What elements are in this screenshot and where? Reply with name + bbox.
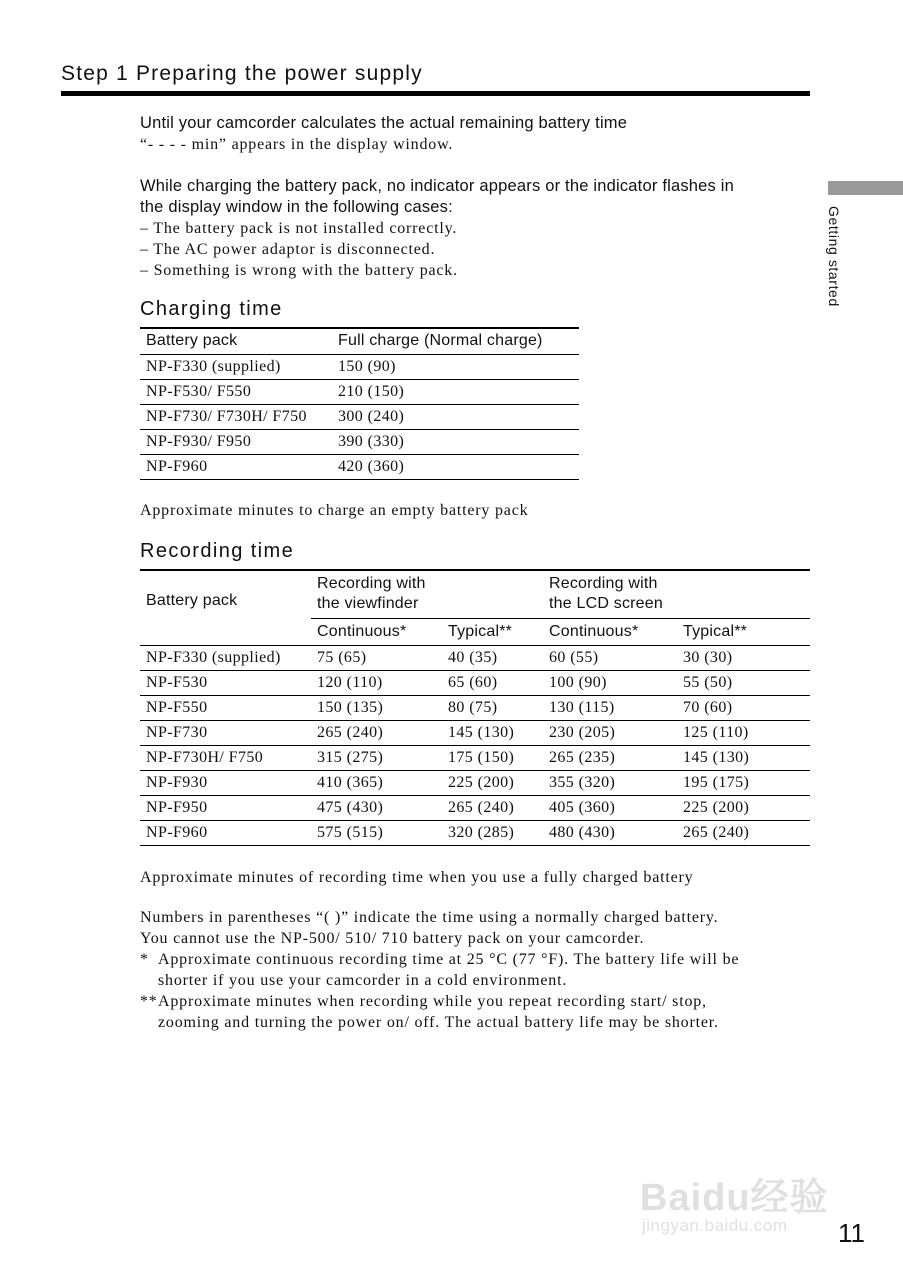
charging-time-table [140,327,579,480]
charging-notes-line: While charging the battery pack, no indicator appears or the indicator flashes in [140,177,735,195]
table-cell: 80 (75) [448,698,498,716]
table-cell: 100 (90) [549,673,607,691]
table-row [140,454,579,479]
column-header [140,570,311,645]
table-cell: 315 (275) [317,748,384,766]
table-cell: 150 (135) [317,698,384,716]
footnotes [140,907,810,1033]
table-cell: 475 (430) [317,798,384,816]
group-header-line: Recording with [317,575,426,593]
table-cell: NP-F330 (supplied) [146,357,281,375]
table-cell: 145 (130) [448,723,515,741]
table-row [140,770,810,795]
table-cell: 60 (55) [549,648,599,666]
table-cell: 405 (360) [549,798,616,816]
table-cell: NP-F550 [146,698,208,716]
baidu-watermark [640,1152,840,1242]
table-cell: 175 (150) [448,748,515,766]
table-cell: 40 (35) [448,648,498,666]
intro-line: “- - - - min” appears in the display window. [140,136,454,153]
table-row [140,745,810,770]
intro-paragraph [140,113,810,155]
footnote-single-asterisk [140,949,810,970]
table-cell: NP-F330 (supplied) [146,648,281,666]
table-cell: 420 (360) [338,457,405,475]
table-row [140,645,810,670]
table-cell: 195 (175) [683,773,750,791]
table-cell: 480 (430) [549,823,616,841]
footnote-line: Numbers in parentheses “( )” indicate the time using a normally charged battery. [140,909,719,926]
group-header-line: the LCD screen [549,595,663,613]
column-subheader: Typical** [677,618,810,645]
table-cell: NP-F960 [146,823,208,841]
table-row [140,379,579,404]
footnote-mark: ** [140,993,158,1010]
table-cell: NP-F530 [146,673,208,691]
table-cell: 390 (330) [338,432,405,450]
column-subheader: Typical** [442,618,543,645]
table-cell: 130 (115) [549,698,615,716]
column-header: Battery pack [146,332,238,350]
footnote-text: zooming and turning the power on/ off. The actual battery life may be shorter. [158,1014,719,1031]
column-group-header [543,570,810,618]
recording-time-table [140,569,810,846]
table-row [140,720,810,745]
table-cell: 70 (60) [683,698,733,716]
header-rule [61,91,810,96]
table-header-row [140,328,579,354]
table-cell: 265 (240) [683,823,750,841]
table-cell: 410 (365) [317,773,384,791]
column-group-header [311,570,543,618]
column-subheader: Continuous* [311,618,442,645]
table-cell: 210 (150) [338,382,405,400]
charging-notes-line: the display window in the following cases: [140,198,453,216]
watermark-url: jingyan.baidu.com [642,1216,788,1235]
table-cell: 265 (240) [317,723,384,741]
table-row [140,404,579,429]
column-header: Full charge (Normal charge) [338,332,543,350]
table-cell: 355 (320) [549,773,616,791]
table-cell: NP-F960 [146,457,208,475]
table-cell: 225 (200) [683,798,750,816]
table-cell: 265 (240) [448,798,515,816]
table-cell: 65 (60) [448,673,498,691]
table-cell: 265 (235) [549,748,616,766]
table-cell: NP-F530/ F550 [146,382,252,400]
table-cell: 75 (65) [317,648,367,666]
table-cell: 225 (200) [448,773,515,791]
table-cell: 120 (110) [317,673,383,691]
page-title: Step 1 Preparing the power supply [61,62,423,85]
table-cell: 55 (50) [683,673,733,691]
table-row [140,695,810,720]
table-cell: NP-F730/ F730H/ F750 [146,407,307,425]
table-row [140,429,579,454]
charging-case-item: – The battery pack is not installed correctly. [140,220,458,237]
table-cell: NP-F930/ F950 [146,432,252,450]
charging-case-item: – Something is wrong with the battery pack. [140,262,458,279]
table-cell: 575 (515) [317,823,384,841]
footnote-continuation [140,970,810,991]
intro-line: Until your camcorder calculates the actual remaining battery time [140,114,628,132]
group-header-line: Recording with [549,575,658,593]
page-number: 11 [838,1218,865,1248]
section-tab-label: Getting started [826,206,842,307]
table-cell: 125 (110) [683,723,749,741]
charging-case-item: – The AC power adaptor is disconnected. [140,241,436,258]
charging-time-heading: Charging time [140,298,283,320]
table-cell: 145 (130) [683,748,750,766]
footnote-double-asterisk [140,991,810,1012]
footnote-line: You cannot use the NP-500/ 510/ 710 battery pack on your camcorder. [140,930,645,947]
table-cell: 150 (90) [338,357,396,375]
table-cell: 30 (30) [683,648,733,666]
table-row [140,354,579,379]
table-header-row [140,570,810,618]
group-header-line: the viewfinder [317,595,419,613]
table-cell: 300 (240) [338,407,405,425]
table-row [140,795,810,820]
table-cell: NP-F930 [146,773,208,791]
footnote-mark: * [140,951,149,968]
footnote-text: shorter if you use your camcorder in a cold environment. [158,972,568,989]
charging-table-caption: Approximate minutes to charge an empty battery pack [140,502,529,519]
footnote-text: Approximate continuous recording time at 25 °C (77 °F). The battery life will be [158,951,740,968]
table-cell: NP-F730H/ F750 [146,748,264,766]
watermark-logo: Baidu经验 [640,1177,829,1219]
charging-notes-paragraph [140,176,810,281]
recording-time-heading: Recording time [140,540,295,562]
footnote-text: Approximate minutes when recording while you repeat recording start/ stop, [158,993,707,1010]
table-row [140,670,810,695]
table-row [140,820,810,845]
footnote-continuation [140,1012,810,1033]
table-cell: NP-F950 [146,798,208,816]
recording-table-caption: Approximate minutes of recording time when you use a fully charged battery [140,869,694,886]
table-cell: 320 (285) [448,823,515,841]
section-tab-marker [828,181,903,195]
table-cell: 230 (205) [549,723,616,741]
column-subheader: Continuous* [543,618,677,645]
table-cell: NP-F730 [146,723,208,741]
battery-pack-header: Battery pack [146,591,238,609]
